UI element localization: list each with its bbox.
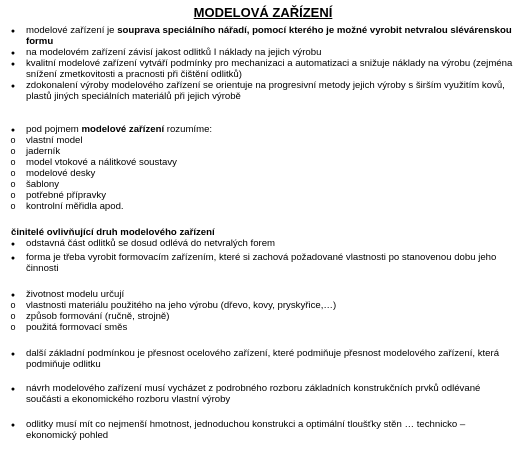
circle-bullet-icon bbox=[7, 201, 19, 212]
item-text: odlitky musí mít co nejmenší hmotnost, jednoduchou konstrukci a optimální tloušťky stěn … technicko – ekonomický pohled bbox=[26, 419, 466, 441]
section-heading: činitelé ovlivňující druh modelového zařízení bbox=[11, 227, 215, 238]
circle-bullet-icon bbox=[7, 322, 19, 333]
item-text: použitá formovací směs bbox=[26, 322, 128, 333]
item-text: modelové zařízení je bbox=[26, 25, 118, 36]
list-item bbox=[26, 348, 516, 370]
list-item bbox=[26, 146, 516, 157]
list-item bbox=[26, 383, 516, 405]
list-item bbox=[26, 300, 516, 311]
bullet-icon bbox=[7, 348, 19, 360]
bullet-icon bbox=[7, 238, 19, 250]
item-text: kontrolní měřidla apod. bbox=[26, 201, 124, 212]
item-text: pod pojmem bbox=[26, 124, 82, 135]
item-text: modelové desky bbox=[26, 168, 96, 179]
list-item bbox=[26, 419, 516, 441]
circle-bullet-icon bbox=[7, 168, 19, 179]
list-item bbox=[26, 311, 516, 322]
bullet-icon bbox=[7, 80, 19, 92]
item-text: odstavná část odlitků se dosud odlévá do netvralých forem bbox=[26, 238, 276, 249]
item-text: forma je třeba vyrobit formovacím zařízením, které si zachová požadované vlastnosti po stanovenou dobu jeho činnosti bbox=[26, 252, 497, 274]
list-item bbox=[26, 47, 516, 58]
list-item bbox=[26, 289, 516, 300]
list-item bbox=[26, 58, 516, 80]
item-text: kvalitní modelové zařízení vytváří podmínky pro mechanizaci a automatizaci a snižuje náklady na výrobu (zejména snížení zmetkovitosti a pracnosti při čištění odlitků) bbox=[26, 58, 513, 80]
item-text: vlastní model bbox=[26, 135, 83, 146]
item-bold-text: modelové zařízení bbox=[81, 124, 165, 135]
bullet-icon bbox=[7, 252, 19, 264]
list-item bbox=[26, 157, 516, 168]
item-text: rozumíme: bbox=[164, 124, 213, 135]
bullet-icon bbox=[7, 419, 19, 431]
bullet-icon bbox=[7, 58, 19, 70]
item-text: šablony bbox=[26, 179, 60, 190]
item-text: návrh modelového zařízení musí vycházet z podrobného rozboru základních konstrukčních prvků odlévané součásti a ekonomického rozboru vlastní výroby bbox=[26, 383, 481, 405]
circle-bullet-icon bbox=[7, 311, 19, 322]
circle-bullet-icon bbox=[7, 300, 19, 311]
item-text: další základní podmínkou je přesnost ocelového zařízení, které podmiňuje přesnost modelového zařízení, která podmiňuje odlitku bbox=[26, 348, 500, 370]
item-text: životnost modelu určují bbox=[26, 289, 125, 300]
circle-bullet-icon bbox=[7, 179, 19, 190]
list-item bbox=[26, 25, 516, 47]
circle-bullet-icon bbox=[7, 135, 19, 146]
list-item bbox=[26, 190, 516, 201]
page-title: MODELOVÁ ZAŘÍZENÍ bbox=[193, 5, 333, 20]
item-text: na modelovém zařízení závisí jakost odlitků I náklady na jejich výrobu bbox=[26, 47, 322, 58]
item-text: model vtokové a nálitkové soustavy bbox=[26, 157, 177, 168]
list-item bbox=[26, 201, 516, 212]
list-item bbox=[26, 80, 516, 102]
list-item bbox=[26, 168, 516, 179]
item-text: zdokonalení výroby modelového zařízení se orientuje na progresivní metody jejich výroby s širším využitím kovů, plastů jiných speciálních materiálů při jejich výrobě bbox=[26, 80, 505, 102]
list-item bbox=[26, 252, 516, 274]
list-item bbox=[26, 124, 516, 135]
circle-bullet-icon bbox=[7, 146, 19, 157]
circle-bullet-icon bbox=[7, 157, 19, 168]
bullet-icon bbox=[7, 383, 19, 395]
list-item bbox=[26, 135, 516, 146]
circle-bullet-icon bbox=[7, 190, 19, 201]
item-text: vlastnosti materiálu použitého na jeho výrobu (dřevo, kovy, pryskyřice,…) bbox=[26, 300, 337, 311]
list-item bbox=[26, 238, 516, 249]
item-text: potřebné přípravky bbox=[26, 190, 106, 201]
list-item bbox=[26, 179, 516, 190]
item-text: jaderník bbox=[26, 146, 61, 157]
item-text: způsob formování (ručně, strojně) bbox=[26, 311, 170, 322]
bullet-icon bbox=[7, 25, 19, 37]
item-bold-text: souprava speciálního nářadí, pomocí kterého je možné vyrobit netvralou slévárenskou formu bbox=[26, 25, 512, 47]
list-item bbox=[26, 322, 516, 333]
